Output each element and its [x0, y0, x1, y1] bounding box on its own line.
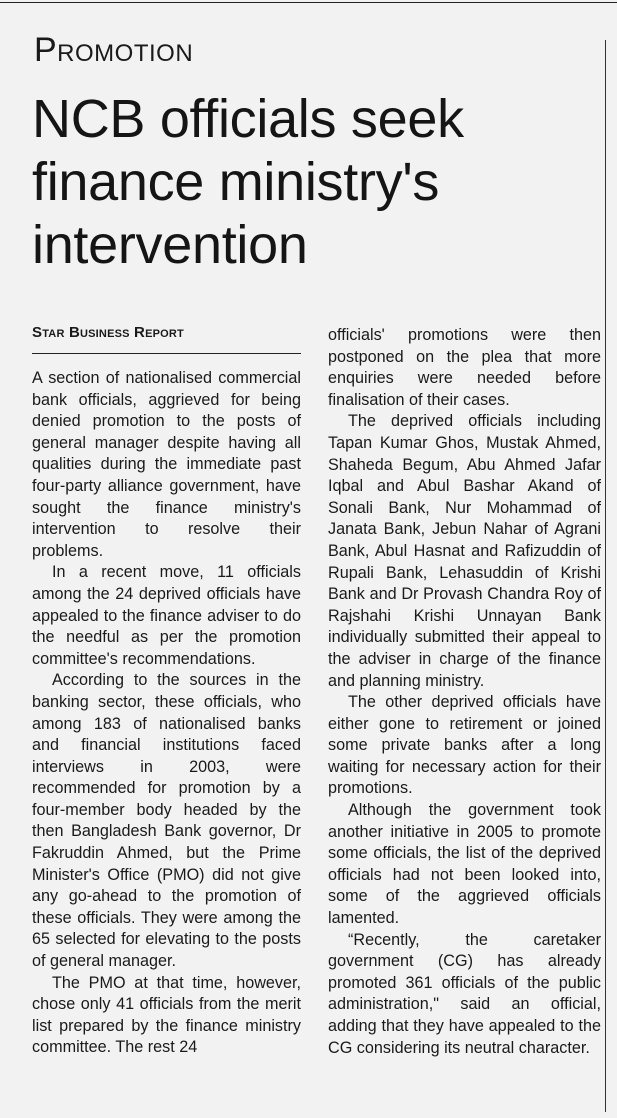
byline: Star Business Report — [32, 324, 184, 341]
paragraph: In a recent move, 11 officials among the 24 deprived officials have appealed to the finance adviser to do the needful as per the promotion committee's recommendations. — [32, 563, 301, 668]
section-kicker: Promotion — [34, 31, 194, 69]
headline: NCB officials seek finance ministry's intervention — [32, 89, 464, 275]
paragraph: officials' promotions were then postponed on the plea that more enquiries were needed before finalisation of their cases. — [328, 326, 601, 409]
column-rule-right — [605, 40, 606, 1112]
paragraph: The other deprived officials have either gone to retirement or joined some private banks after a long waiting for necessary action for their promotions. — [328, 693, 601, 798]
paragraph: “Recently, the caretaker government (CG) has already promoted 361 officials of the public administration," said an official, adding that they have appealed to the CG considering its neutral character. — [328, 930, 601, 1057]
paragraph: According to the sources in the banking sector, these officials, who among 183 of nationalised banks and financial institutions faced interviews in 2003, were recommended for promotion by a four-member body headed by the then Bangladesh Bank governor, Dr Fakruddin Ahmed, but the Prime Minister's Office (PMO) did not give any go-ahead to the promotion of these officials. They were among the 65 selected for elevating to the posts of general manager. — [32, 671, 301, 971]
article-column-left — [32, 368, 301, 1059]
article-column-right — [328, 325, 601, 1059]
byline-rule — [32, 353, 301, 354]
paragraph: The PMO at that time, however, chose only 41 officials from the merit list prepared by the finance ministry committee. The rest 24 — [32, 973, 301, 1057]
paragraph: A section of nationalised commercial bank officials, aggrieved for being denied promotion to the posts of general manager despite having all qualities during the immediate past four-party alliance government, have sought the finance ministry's intervention to resolve their problems. — [32, 369, 301, 560]
paragraph: Although the government took another initiative in 2005 to promote some officials, the list of the deprived officials had not been looked into, some of the aggrieved officials lamented. — [328, 801, 601, 928]
top-rule — [0, 2, 617, 3]
paragraph: The deprived officials including Tapan Kumar Ghos, Mustak Ahmed, Shaheda Begum, Abu Ahmed Jafar Iqbal and Abul Bashar Akand of Sonali Bank, Nur Mohammad of Janata Bank, Jebun Nahar of Agrani Bank, Abul Hasnat and Rafizuddin of Rupali Bank, Lehasuddin of Krishi Bank and Dr Provash Chandra Roy of Rajshahi Krishi Unnayan Bank individually submitted their appeal to the adviser in charge of the finance and planning ministry. — [328, 412, 601, 690]
